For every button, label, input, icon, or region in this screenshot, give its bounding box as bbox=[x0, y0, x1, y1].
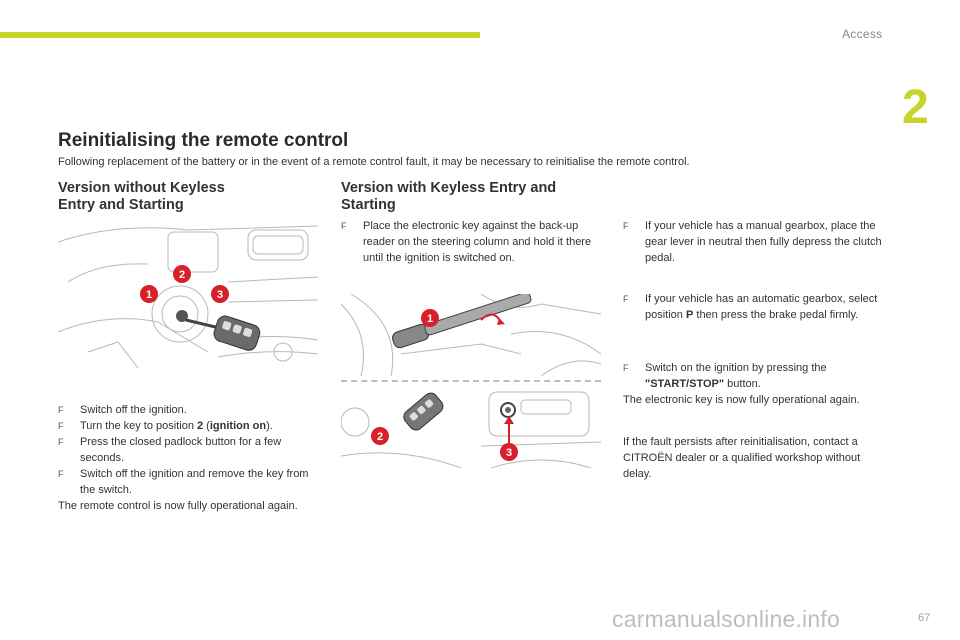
callout-1: 1 bbox=[426, 313, 434, 325]
dashboard-drawing bbox=[341, 386, 601, 468]
heading-line: Entry and Starting bbox=[58, 197, 184, 213]
list-item bbox=[341, 218, 603, 266]
list-item bbox=[623, 360, 885, 392]
step-text: If your vehicle has an automatic gearbox, select position bbox=[645, 293, 878, 321]
bullet-icon: F bbox=[623, 363, 629, 373]
heading-with-keyless bbox=[341, 180, 601, 214]
callout-2: 2 bbox=[178, 269, 186, 281]
callout-1: 1 bbox=[145, 289, 153, 301]
right-steps bbox=[623, 360, 885, 408]
left-conclusion: The remote control is now fully operational again. bbox=[58, 500, 298, 512]
bullet-icon: F bbox=[623, 221, 629, 231]
step-text: Place the electronic key against the back-up reader on the steering column and hold it there until the ignition is switched on. bbox=[363, 220, 592, 264]
heading-line: Starting bbox=[341, 197, 396, 213]
list-item bbox=[623, 218, 885, 266]
accent-bar bbox=[0, 32, 480, 38]
watermark: carmanualsonline.info bbox=[612, 606, 840, 632]
page-title: Reinitialising the remote control bbox=[58, 130, 349, 151]
step-text: Switch on the ignition by pressing the bbox=[645, 362, 827, 374]
right-note: The electronic key is now fully operational again. bbox=[623, 394, 860, 406]
right-steps bbox=[623, 218, 885, 266]
heading-line: Version without Keyless bbox=[58, 180, 225, 196]
callout-2: 2 bbox=[376, 431, 384, 443]
callout-3: 3 bbox=[505, 447, 513, 459]
heading-line: Version with Keyless Entry and bbox=[341, 180, 557, 196]
steering-column-drawing bbox=[341, 294, 601, 376]
step-bold: ignition on bbox=[209, 420, 267, 432]
step-bold: "START/STOP" bbox=[645, 378, 725, 390]
middle-steps bbox=[341, 218, 603, 266]
illustration-ignition-key bbox=[58, 222, 318, 368]
step-text: ( bbox=[203, 420, 210, 432]
step-text: Switch off the ignition. bbox=[80, 404, 187, 416]
fault-note: If the fault persists after reinitialisation, contact a CITROËN dealer or a qualified workshop without delay. bbox=[623, 436, 861, 480]
left-steps bbox=[58, 402, 320, 514]
list-item bbox=[58, 434, 320, 466]
illustration-start-button bbox=[341, 386, 601, 468]
step-bold: 2 bbox=[197, 420, 204, 432]
bullet-icon: F bbox=[58, 421, 64, 431]
step-text: Press the closed padlock button for a few seconds. bbox=[80, 436, 282, 464]
step-bold: P bbox=[685, 309, 694, 321]
section-label: Access bbox=[842, 27, 883, 41]
bullet-icon: F bbox=[341, 221, 347, 231]
step-text: Turn the key to position bbox=[80, 420, 197, 432]
bullet-icon: F bbox=[58, 405, 64, 415]
image-divider bbox=[341, 380, 601, 382]
heading-without-keyless bbox=[58, 180, 298, 214]
right-steps bbox=[623, 291, 885, 323]
step-text: Switch off the ignition and remove the key from the switch. bbox=[80, 468, 309, 496]
chapter-number: 2 bbox=[902, 81, 929, 134]
callout-3: 3 bbox=[216, 289, 224, 301]
step-text: If your vehicle has a manual gearbox, place the gear lever in neutral then fully depress the clutch pedal. bbox=[645, 220, 882, 264]
page-number: 67 bbox=[918, 612, 931, 624]
bullet-icon: F bbox=[58, 437, 64, 447]
bullet-icon: F bbox=[623, 294, 629, 304]
step-text: button. bbox=[724, 378, 761, 390]
list-item bbox=[58, 466, 320, 498]
step-text: then press the brake pedal firmly. bbox=[693, 309, 859, 321]
illustration-backup-reader bbox=[341, 294, 601, 376]
bullet-icon: F bbox=[58, 469, 64, 479]
intro-text: Following replacement of the battery or in the event of a remote control fault, it may be necessary to reinitialise the remote control. bbox=[58, 156, 690, 168]
list-item bbox=[58, 402, 320, 418]
list-item bbox=[623, 291, 885, 323]
list-item bbox=[58, 418, 320, 434]
step-text: ). bbox=[266, 420, 273, 432]
ignition-key-drawing bbox=[58, 222, 318, 368]
